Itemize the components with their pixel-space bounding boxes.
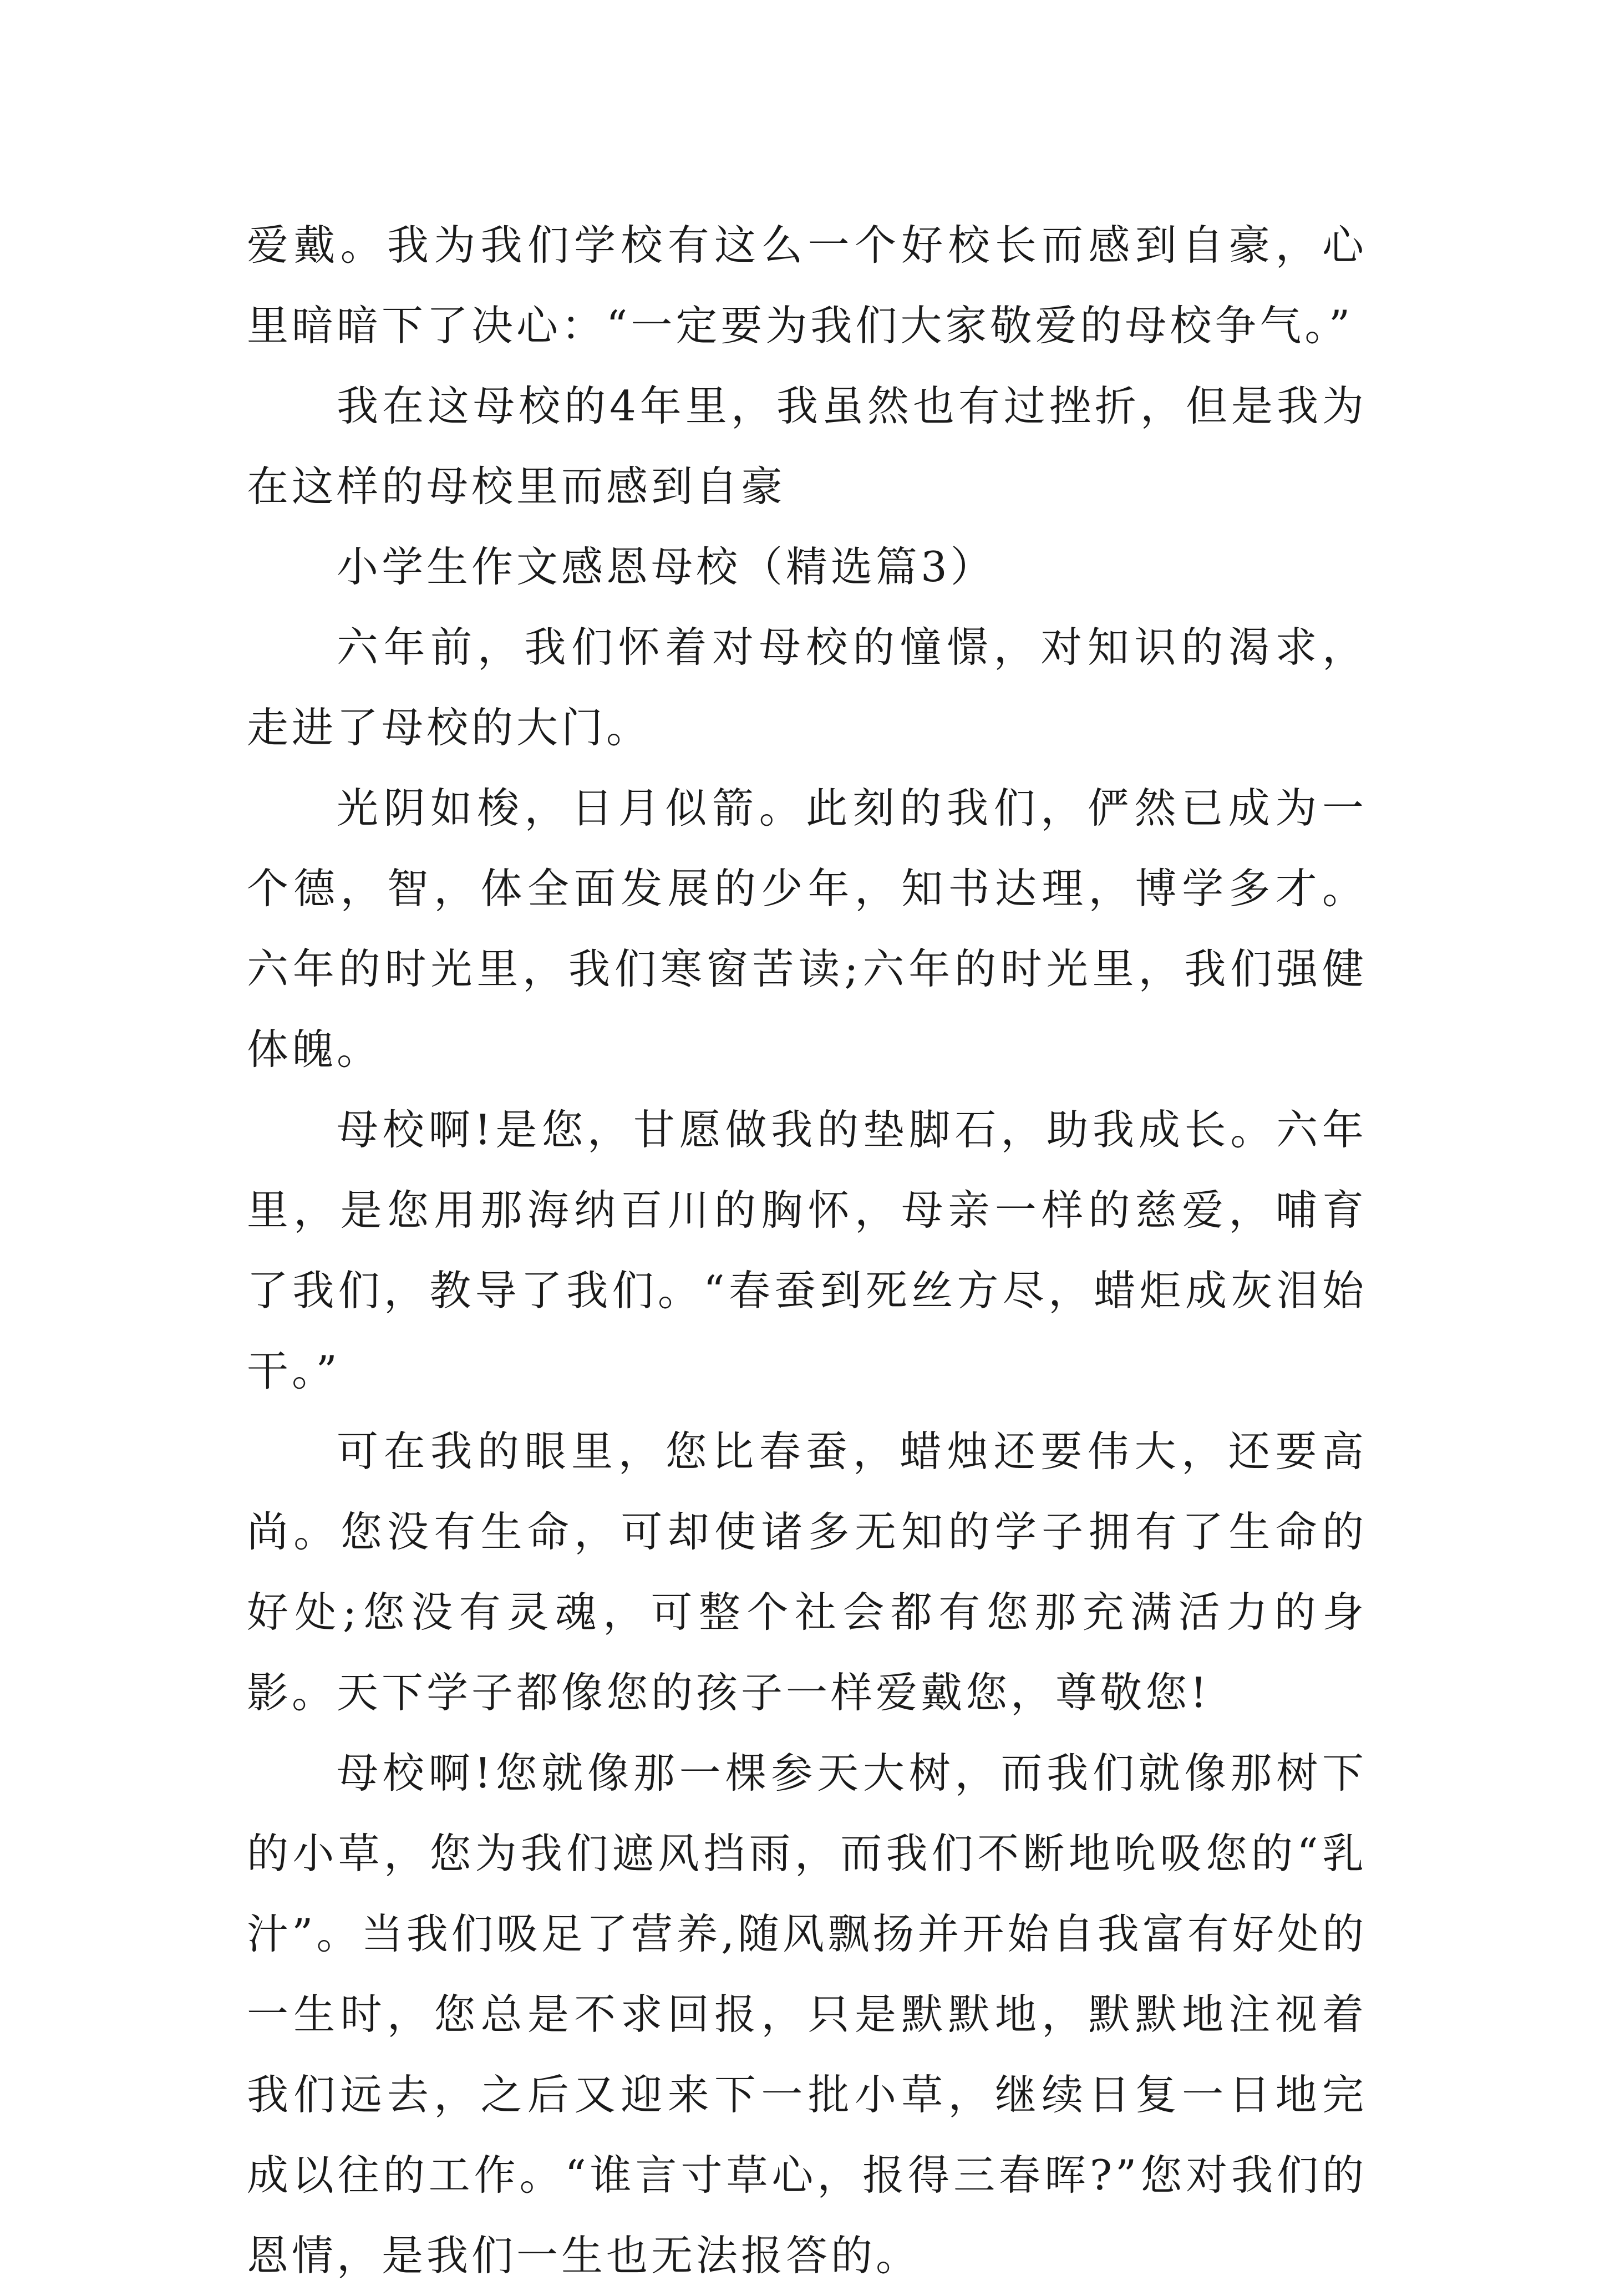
paragraph-7: 母校啊!您就像那一棵参天大树，而我们就像那树下的小草，您为我们遮风挡雨，而我们不断地吮吸您的“乳汁”。当我们吸足了营养,随风飘扬并开始自我富有好处的一生时，您总是不求回报，只是默默地，默默地注视着我们远去，之后又迎来下一批小草，继续日复一日地完成以往的工作。“谁言寸草心，报得三春晖?”您对我们的恩情，是我们一生也无法报答的。 [247, 1749, 1367, 2280]
paragraph-3: 六年前，我们怀着对母校的憧憬，对知识的渴求，走进了母校的大门。 [247, 623, 1367, 752]
paragraph-2: 我在这母校的4年里，我虽然也有过挫折，但是我为在这样的母校里而感到自豪 [247, 382, 1367, 511]
section-heading: 小学生作文感恩母校（精选篇3） [337, 542, 995, 591]
document-body [247, 205, 1367, 2296]
paragraph-5: 母校啊!是您，甘愿做我的垫脚石，助我成长。六年里，是您用那海纳百川的胸怀，母亲一样的慈爱，哺育了我们，教导了我们。“春蚕到死丝方尽，蜡炬成灰泪始干。” [247, 1105, 1367, 1395]
paragraph-6: 可在我的眼里，您比春蚕，蜡烛还要伟大，还要高尚。您没有生命，可却使诸多无知的学子拥有了生命的好处;您没有灵魂，可整个社会都有您那充满活力的身影。天下学子都像您的孩子一样爱戴您，尊敬您! [247, 1427, 1367, 1717]
paragraph-4: 光阴如梭，日月似箭。此刻的我们，俨然已成为一个德，智，体全面发展的少年，知书达理，博学多才。六年的时光里，我们寒窗苦读;六年的时光里，我们强健体魄。 [247, 784, 1367, 1074]
paragraph-1: 爱戴。我为我们学校有这么一个好校长而感到自豪，心里暗暗下了决心：“一定要为我们大家敬爱的母校争气。” [247, 221, 1367, 350]
